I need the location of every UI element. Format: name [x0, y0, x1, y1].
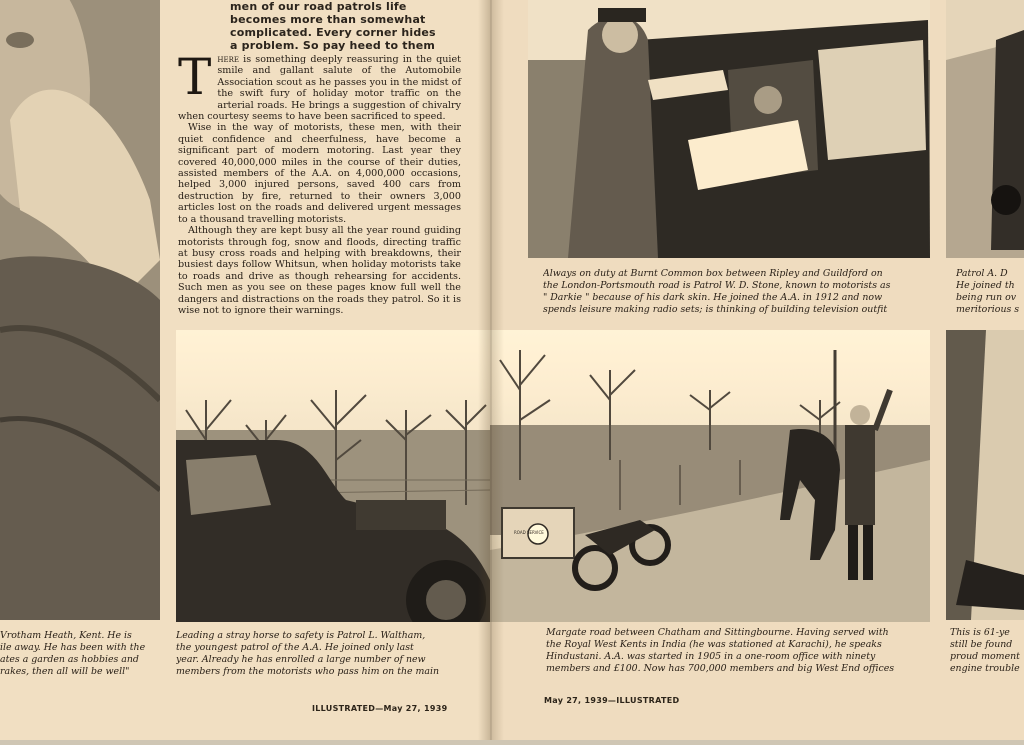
caption-line: engine trouble — [950, 663, 1020, 674]
photo-right-edge-top — [946, 0, 1024, 258]
sidecar-sign: ROAD SERVICE — [514, 530, 544, 535]
road-car-illustration — [946, 0, 1024, 258]
caption-margate — [546, 627, 930, 675]
standfirst-line: men of our road patrols life — [230, 0, 407, 13]
photo-horse-road-left — [176, 330, 490, 622]
caption-right-edge-top — [956, 268, 1024, 316]
left-page — [0, 0, 490, 740]
caption-line: Vrotham Heath, Kent. He is — [0, 630, 132, 641]
caption-line: members from the motorists who pass him on the main — [176, 666, 440, 677]
caption-line: the London-Portsmouth road is Patrol W. D. Stone, known to motorists as — [543, 280, 891, 291]
paragraph-1 — [178, 48, 461, 123]
caption-line: still be found — [950, 639, 1013, 650]
road-machine-illustration — [946, 330, 1024, 620]
caption-line: members and £100. Now has 700,000 members and big West End offices — [546, 663, 895, 674]
caption-left-edge — [0, 630, 158, 678]
standfirst-line: a problem. So pay heed to them — [230, 39, 436, 52]
paragraph-1-text: is something deeply reassuring in the quiet smile and gallant salute of the Automobile Association scout as he passes you in the midst of the swift fury of holiday motor traffic on the arterial roads. He brings a suggestion of chivalry when courtesy seems to have been sacrificed to speed. — [178, 54, 461, 123]
caption-line: the youngest patrol of the A.A. He joined only last — [176, 642, 414, 653]
caption-line: He joined th — [956, 280, 1015, 291]
caption-line: Always on duty at Burnt Common box between Ripley and Guildford on — [543, 268, 883, 279]
caption-line: Hindustani. A.A. was started in 1905 in a one-room office with ninety — [546, 651, 876, 662]
page-gutter — [478, 0, 504, 740]
standfirst-line: complicated. Every corner hides — [230, 26, 436, 39]
article-body — [178, 48, 461, 316]
caption-stone — [543, 268, 925, 316]
photo-right-edge-bottom — [946, 330, 1024, 620]
caption-line: ates a garden as hobbies and — [0, 654, 139, 665]
caption-line: This is 61-ye — [950, 627, 1010, 638]
caption-line: Margate road between Chatham and Sittingbourne. Having served with — [546, 627, 889, 638]
caption-line: rakes, then all will be well" — [0, 666, 130, 677]
orchard-car-illustration — [176, 330, 490, 622]
caption-line: spends leisure making radio sets; is thinking of building television outfit — [543, 304, 888, 315]
photo-patrol-portrait — [0, 0, 160, 620]
footer-right: May 27, 1939—ILLUSTRATED — [544, 696, 680, 705]
drop-cap: T — [178, 48, 212, 106]
caption-line: being run ov — [956, 292, 1017, 303]
caption-line: the Royal West Kents in India (he was stationed at Karachi), he speaks — [546, 639, 882, 650]
caption-line: meritorious s — [956, 304, 1020, 315]
right-page — [490, 0, 1024, 740]
paragraph-3: Although they are kept busy all the year round guiding motorists through fog, snow and floods, directing traffic at busy cross roads and helping with breakdowns, their busiest days follow Whitsun, when holiday motorists take to roads and drive as though rehearsing for accidents. Such men as you see on these pages know full well the dangers and distractions on the roads they patrol. So it is wise not to ignore their warnings. — [178, 225, 461, 316]
footer-left: ILLUSTRATED—May 27, 1939 — [312, 704, 448, 713]
caption-horse — [176, 630, 476, 678]
horse-motorcycle-illustration — [490, 330, 930, 622]
paragraph-2: Wise in the way of motorists, these men, with their quiet confidence and cheerfulness, have become a significant part of modern motoring. Last year they covered 40,000,000 miles in the course of their duties, assisted members of the A.A. on 4,000,000 occasions, helped 3,000 injured persons, saved 400 cars from destruction by fire, returned to their owners 3,000 articles lost on the roads and delivered urgent messages to a thousand travelling motorists. — [178, 122, 461, 225]
photo-horse-road-right — [490, 330, 930, 622]
photo-patrol-stone — [528, 0, 930, 258]
patrol-car-illustration — [528, 0, 930, 258]
portrait-illustration — [0, 0, 160, 620]
caption-right-edge-bottom — [950, 627, 1024, 675]
caption-line: Leading a stray horse to safety is Patrol L. Waltham, — [176, 630, 426, 641]
standfirst-line: becomes more than somewhat — [230, 13, 426, 26]
caption-line: Patrol A. D — [956, 268, 1008, 279]
lead-word: here — [217, 54, 239, 65]
caption-line: ile away. He has been with the — [0, 642, 146, 653]
caption-line: " Darkie " because of his dark skin. He joined the A.A. in 1912 and now — [543, 292, 883, 303]
caption-line: proud moment — [950, 651, 1020, 662]
article-standfirst — [230, 0, 440, 52]
caption-line: year. Already he has enrolled a large number of new — [176, 654, 426, 665]
